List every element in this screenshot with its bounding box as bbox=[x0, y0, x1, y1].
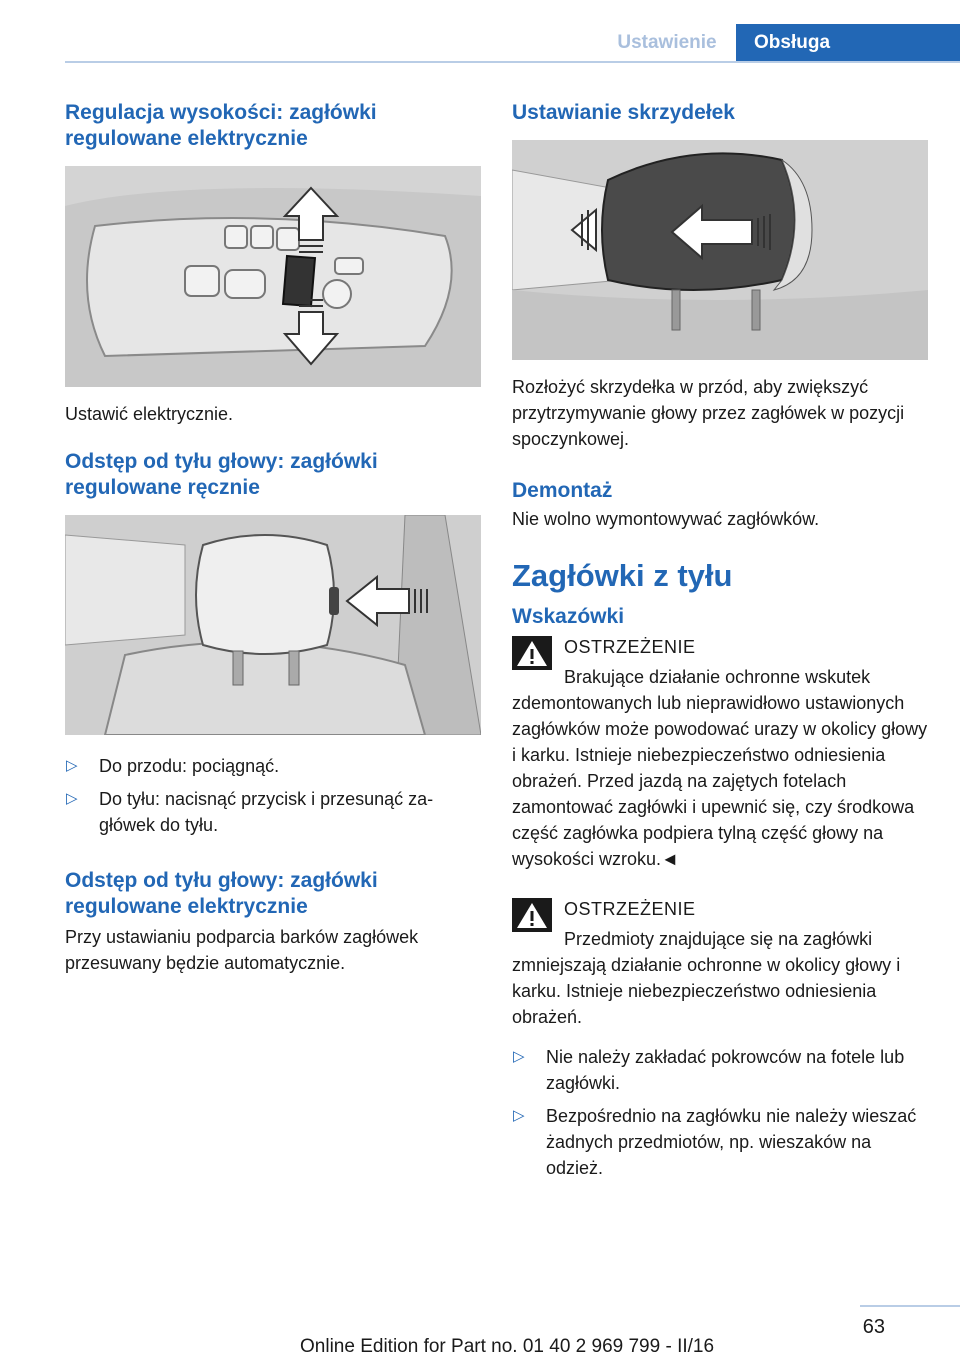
triangle-bullet-icon: ▷ bbox=[66, 790, 78, 807]
warning-triangle-icon bbox=[512, 636, 552, 670]
heading-rear-headrests: Zagłówki z tyłu bbox=[512, 558, 733, 593]
heading-electric-distance: Odstęp od tyłu głowy: zagłówki regulowane elektrycznie bbox=[65, 869, 378, 918]
heading-hints: Wskazówki bbox=[512, 605, 625, 628]
page-number-rule bbox=[860, 1305, 960, 1307]
text-demont: Nie wolno wymontowywać zagłówków. bbox=[512, 509, 820, 529]
heading-wings: Ustawianie skrzydełek bbox=[512, 101, 735, 124]
warning-text: Brakujące działanie ochronne wskutek zdemontowanych lub nieprawidłowo ustawionych zagłówków może powodować urazy w okolicy głowy i karku. Istnieje niebezpieczeństwo odniesienia obrażeń. Przed jazdą na zajętych fotelach zamontować zagłówki i upewnić się, czy środkowa część zagłówka podpiera tylną część głowy na wysokości wzroku.◄ bbox=[512, 667, 928, 869]
header-active-tab: Obsługa bbox=[736, 24, 960, 61]
footer-edition: Online Edition for Part no. 01 40 2 969 799 - II/16 bbox=[300, 1336, 715, 1357]
warning-block-2 bbox=[512, 896, 928, 1030]
warning-text: Przedmioty znajdujące się na zagłówki zmniejszają działanie ochronne w okolicy głowy i karku. Istnieje niebezpieczeństwo odniesienia obrażeń. bbox=[512, 929, 901, 1027]
heading-demont: Demontaż bbox=[512, 479, 613, 502]
left-column bbox=[65, 100, 481, 976]
figure-headrest-wings bbox=[512, 140, 928, 360]
text-set-electrically: Ustawić elektrycznie. bbox=[65, 404, 234, 424]
text-wings: Rozłożyć skrzydełka w przód, aby zwiększyć przytrzymywanie głowy przez zagłówek w pozycji spoczynkowej. bbox=[512, 377, 905, 449]
heading-manual-distance: Odstęp od tyłu głowy: zagłówki regulowane ręcznie bbox=[65, 450, 378, 499]
figure-headrest-manual bbox=[65, 515, 481, 735]
figure-seat-switch bbox=[65, 166, 481, 387]
heading-electric-height: Regulacja wysokości: zagłówki regulowane elektrycznie bbox=[65, 101, 377, 150]
triangle-bullet-icon: ▷ bbox=[66, 757, 78, 774]
warning-block-1 bbox=[512, 634, 928, 872]
text-auto-adjust: Przy ustawianiu podparcia barków zagłówek przesuwany będzie automatycznie. bbox=[65, 927, 419, 973]
header-rule bbox=[65, 61, 960, 63]
triangle-bullet-icon: ▷ bbox=[513, 1107, 525, 1124]
list-item: ▷ Nie należy zakładać pokrowców na fotele lub zagłówki. bbox=[512, 1044, 928, 1096]
header-section-tab: Ustawienie bbox=[617, 31, 717, 53]
triangle-bullet-icon: ▷ bbox=[513, 1048, 525, 1065]
list-item: ▷ Do przodu: pociągnąć. bbox=[65, 753, 481, 779]
page-number: 63 bbox=[862, 1316, 885, 1338]
warning-list bbox=[512, 1044, 928, 1181]
right-column bbox=[512, 100, 928, 1188]
warning-triangle-icon bbox=[512, 898, 552, 932]
list-item: ▷ Bezpośrednio na zagłówku nie należy wieszać żadnych przedmiotów, np. wieszaków na odzież. bbox=[512, 1103, 928, 1181]
warning-title: OSTRZEŻENIE bbox=[564, 899, 696, 919]
list-item: ▷ Do tyłu: nacisnąć przycisk i przesunąć zagłówek do tyłu. bbox=[65, 786, 481, 838]
warning-title: OSTRZEŻENIE bbox=[564, 637, 696, 657]
manual-steps-list bbox=[65, 753, 481, 838]
